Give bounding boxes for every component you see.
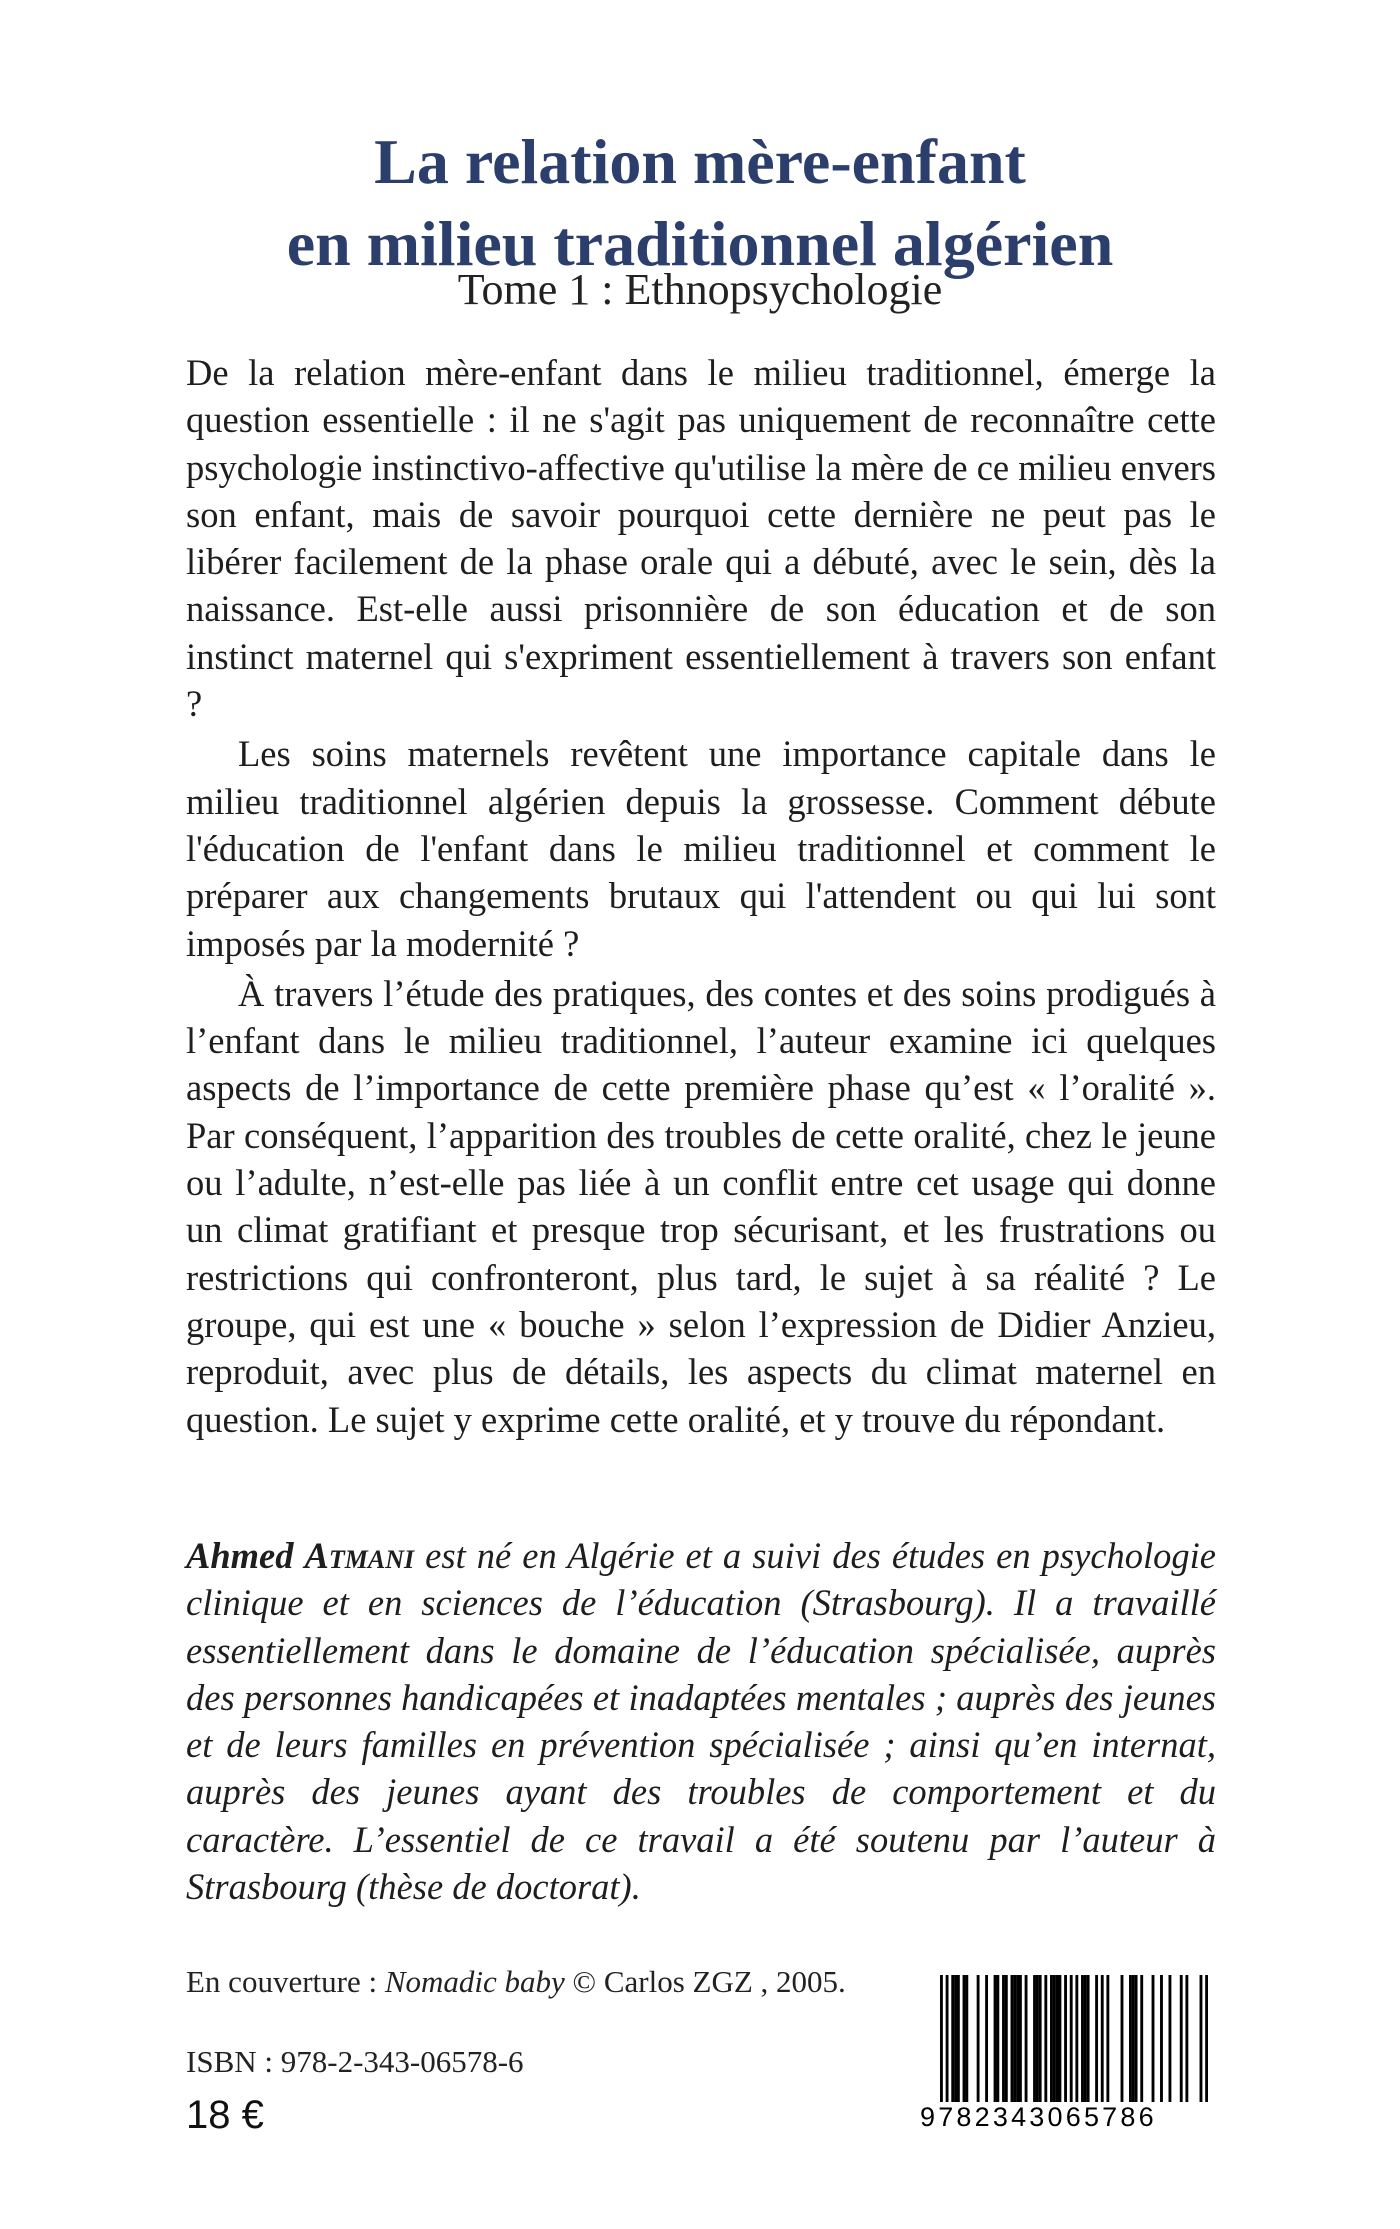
barcode-bar xyxy=(1140,1975,1143,2102)
barcode-bar xyxy=(1044,1975,1047,2102)
barcode-bar xyxy=(1106,1975,1109,2102)
barcode-bar xyxy=(1025,1975,1028,2102)
barcode-bar xyxy=(1053,1975,1056,2102)
barcode-bar xyxy=(1039,1975,1042,2102)
book-title xyxy=(0,121,1400,285)
cover-credit-prefix: En couverture : xyxy=(186,1964,385,1999)
blurb-paragraph: De la relation mère-enfant dans le milieu traditionnel, émerge la question essentielle : il ne s'agit pas uniquement de reconnaître cette psychologie instinctivo-affective qu'utilise la mère de ce milieu envers son enfant, mais de savoir pourquoi cette dernière ne peut pas le libérer facilement de la phase orale qui a débuté, avec le sein, dès la naissance. Est-elle aussi prisonnière de son éducation et de son instinct maternel qui s'expriment essentiellement à travers son enfant ? xyxy=(186,352,1216,725)
barcode-bar xyxy=(1185,1975,1188,2102)
barcode-bar xyxy=(1013,1975,1016,2102)
barcode-bar xyxy=(1036,1975,1039,2102)
book-subtitle: Tome 1 : Ethnopsychologie xyxy=(457,265,943,314)
cover-credit-suffix: © Carlos ZGZ , 2005. xyxy=(564,1964,846,1999)
barcode-bar xyxy=(1132,1975,1135,2102)
isbn: ISBN : 978-2-343-06578-6 xyxy=(186,2044,524,2079)
barcode-bar xyxy=(1064,1975,1067,2102)
author-last-name: Atmani xyxy=(304,1535,415,1576)
barcode-bar xyxy=(1152,1975,1155,2102)
price: 18 € xyxy=(186,2093,264,2137)
book-title-line-1: La relation mère-enfant xyxy=(374,125,1026,197)
book-title-line-2: en milieu traditionnel algérien xyxy=(286,207,1114,279)
barcode-bar xyxy=(1033,1975,1036,2102)
barcode-digits: 9782343065786 xyxy=(918,2102,1220,2133)
barcode-bar xyxy=(1129,1975,1132,2102)
barcode-bar xyxy=(977,1975,980,2102)
cover-artwork-title: Nomadic baby xyxy=(384,1964,565,1999)
barcode-bar xyxy=(1011,1975,1014,2102)
barcode-bar xyxy=(1005,1975,1008,2102)
barcode-bar xyxy=(965,1975,968,2102)
barcode-bar xyxy=(1101,1975,1104,2102)
barcode-bar xyxy=(1087,1975,1090,2102)
barcode-bar xyxy=(957,1975,960,2102)
barcode-bar xyxy=(1135,1975,1138,2102)
barcode-bar xyxy=(963,1975,966,2102)
author-bio-text: est né en Algérie et a suivi des études en psychologie clinique et en sciences de l’éducation (Strasbourg). Il a travaillé essentiellement dans le domaine de l’éducation spécialisée, auprès des personnes handicapées et inadaptées mentales ; auprès des jeunes et de leurs familles en prévention spécialisée ; ainsi qu’en internat, auprès des jeunes ayant des troubles de comportement et du caractère. L’essentiel de ce travail a été soutenu par l’auteur à Strasbourg (thèse de doctorat). xyxy=(186,1535,1217,1908)
blurb-paragraph: Les soins maternels revêtent une importance capitale dans le milieu traditionnel algérien depuis la grossesse. Comment débute l'éducation de l'enfant dans le milieu traditionnel et comment le préparer aux changements brutaux qui l'attendent ou qui lui sont imposés par la modernité ? xyxy=(186,733,1216,964)
barcode-bar xyxy=(1084,1975,1087,2102)
barcode-bar xyxy=(1095,1975,1098,2102)
cover-credit xyxy=(186,1962,846,2002)
barcode-bar xyxy=(994,1975,997,2102)
barcode-bar xyxy=(1180,1975,1183,2102)
barcode-bar xyxy=(1056,1975,1059,2102)
barcode-bar xyxy=(1160,1975,1163,2102)
author-bio xyxy=(186,1532,1216,1910)
barcode-bar xyxy=(1121,1975,1124,2102)
blurb xyxy=(186,349,1216,1443)
barcode-bar xyxy=(951,1975,954,2102)
author-first-name: Ahmed xyxy=(186,1535,294,1576)
barcode-bar xyxy=(1081,1975,1084,2102)
barcode-bar xyxy=(1058,1975,1061,2102)
barcode-bar xyxy=(1169,1975,1172,2102)
barcode-bar xyxy=(1050,1975,1053,2102)
barcode-bar xyxy=(954,1975,957,2102)
barcode-bar xyxy=(996,1975,999,2102)
blurb-paragraph: À travers l’étude des pratiques, des contes et des soins prodigués à l’enfant dans le milieu traditionnel, l’auteur examine ici quelques aspects de l’importance de cette première phase qu’est « l’oralité ». Par conséquent, l’apparition des troubles de cette oralité, chez le jeune ou l’adulte, n’est-elle pas liée à un conflit entre cet usage qui donne un climat gratifiant et presque trop sécurisant, et les frustrations ou restrictions qui confronteront, plus tard, le sujet à sa réalité ? Le groupe, qui est une « bouche » selon l’expression de Didier Anzieu, reproduit, avec plus de détails, les aspects du climat maternel en question. Le sujet y exprime cette oralité, et y trouve du répondant. xyxy=(186,972,1216,1440)
barcode-bar xyxy=(1016,1975,1019,2102)
barcode-bar xyxy=(985,1975,988,2102)
barcode-bar xyxy=(1019,1975,1022,2102)
barcode-bar xyxy=(1002,1975,1005,2102)
